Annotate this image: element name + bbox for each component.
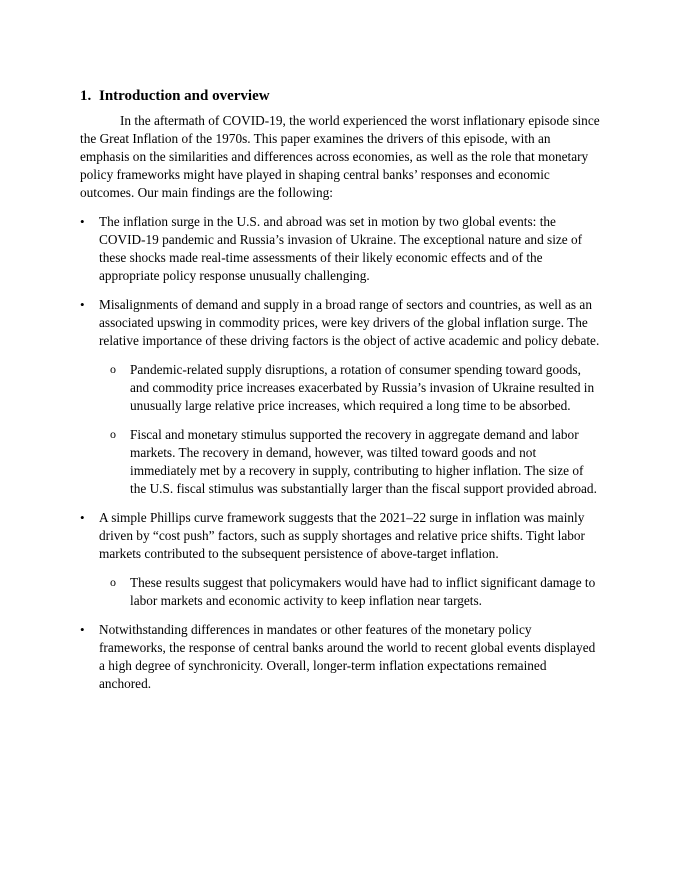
finding-item bbox=[80, 509, 600, 610]
bullet-icon: • bbox=[80, 622, 85, 637]
finding-item bbox=[80, 296, 600, 498]
sub-finding-item bbox=[99, 574, 600, 610]
finding-text: The inflation surge in the U.S. and abroad was set in motion by two global events: the COVID-19 pandemic and Russia’s invasion of Ukraine. The exceptional nature and size of these shocks made real-time assessments of their likely economic effects and of the appropriate policy response unusually challenging. bbox=[99, 214, 583, 283]
finding-text: Misalignments of demand and supply in a broad range of sectors and countries, as well as an associated upswing in commodity prices, were key drivers of the global inflation surge. The relative importance of these driving factors is the object of active academic and policy debate. bbox=[99, 297, 600, 348]
sub-findings-list bbox=[99, 361, 600, 498]
section-number: 1. bbox=[80, 88, 92, 104]
sub-finding-text: These results suggest that policymakers would have had to inflict significant damage to labor markets and economic activity to keep inflation near targets. bbox=[130, 575, 596, 608]
finding-text: Notwithstanding differences in mandates or other features of the monetary policy frameworks, the response of central banks around the world to recent global events displayed a high degree of synchronicity. Overall, longer-term inflation expectations remained anchored. bbox=[99, 622, 596, 691]
sub-finding-item bbox=[99, 426, 600, 498]
sub-bullet-icon: o bbox=[110, 362, 116, 376]
bullet-icon: • bbox=[80, 214, 85, 229]
sub-bullet-icon: o bbox=[110, 575, 116, 589]
finding-item bbox=[80, 621, 600, 693]
bullet-icon: • bbox=[80, 510, 85, 525]
section-heading bbox=[80, 86, 600, 106]
sub-findings-list bbox=[99, 574, 600, 610]
finding-item bbox=[80, 213, 600, 285]
document-page bbox=[80, 86, 600, 704]
findings-list bbox=[80, 213, 600, 693]
sub-finding-text: Pandemic-related supply disruptions, a rotation of consumer spending toward goods, and commodity price increases exacerbated by Russia’s invasion of Ukraine resulted in unusually large relative price increases, which required a long time to be absorbed. bbox=[130, 362, 595, 413]
sub-bullet-icon: o bbox=[110, 427, 116, 441]
bullet-icon: • bbox=[80, 297, 85, 312]
intro-paragraph: In the aftermath of COVID-19, the world experienced the worst inflationary episode since the Great Inflation of the 1970s. This paper examines the drivers of this episode, with an emphasis on the similarities and differences across economies, as well as the role that monetary policy frameworks might have played in shaping central banks’ responses and economic outcomes. Our main findings are the following: bbox=[80, 113, 600, 200]
sub-finding-item bbox=[99, 361, 600, 415]
finding-text: A simple Phillips curve framework suggests that the 2021–22 surge in inflation was mainly driven by “cost push” factors, such as supply shortages and relative price shifts. Tight labor markets contributed to the subsequent persistence of above-target inflation. bbox=[99, 510, 585, 561]
section-title: Introduction and overview bbox=[99, 88, 270, 104]
sub-finding-text: Fiscal and monetary stimulus supported the recovery in aggregate demand and labor markets. The recovery in demand, however, was tilted toward goods and not immediately met by a recovery in supply, contributing to higher inflation. The size of the U.S. fiscal stimulus was substantially larger than the fiscal support provided abroad. bbox=[130, 427, 597, 496]
